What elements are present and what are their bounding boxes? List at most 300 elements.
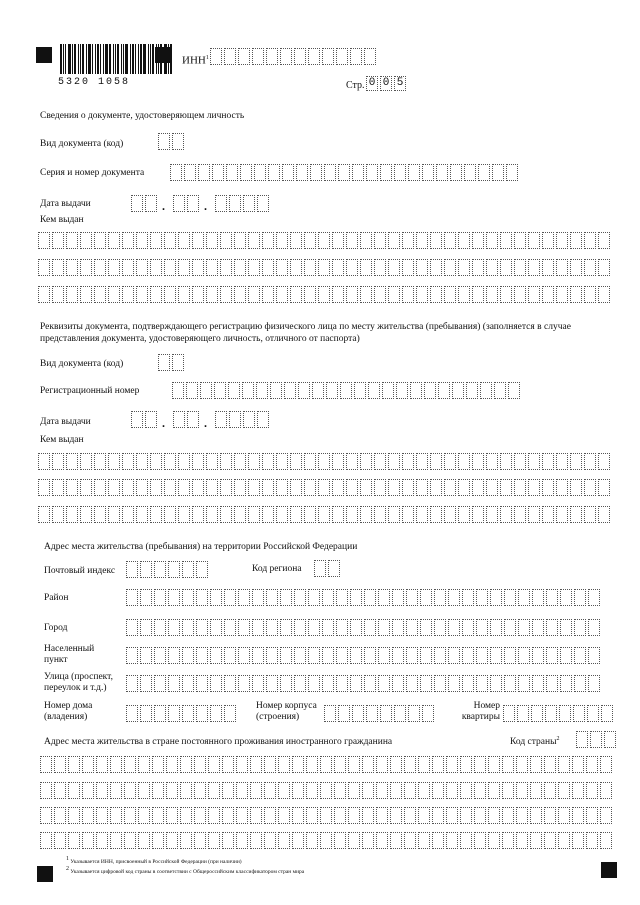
- input-cell[interactable]: [472, 453, 484, 470]
- input-cell[interactable]: [236, 782, 248, 799]
- input-cell[interactable]: [490, 675, 502, 692]
- input-cell[interactable]: [584, 453, 596, 470]
- input-cell[interactable]: [574, 619, 586, 636]
- input-cell[interactable]: [462, 647, 474, 664]
- input-cell[interactable]: [124, 807, 136, 824]
- registration-number-field[interactable]: [172, 382, 520, 399]
- input-cell[interactable]: [587, 705, 599, 722]
- input-cell[interactable]: [212, 164, 224, 181]
- input-cell[interactable]: [558, 832, 570, 849]
- input-cell[interactable]: [532, 589, 544, 606]
- input-cell[interactable]: [588, 589, 600, 606]
- input-cell[interactable]: [166, 782, 178, 799]
- input-cell[interactable]: [187, 195, 199, 212]
- input-cell[interactable]: [390, 832, 402, 849]
- input-cell[interactable]: [378, 647, 390, 664]
- input-cell[interactable]: [290, 479, 302, 496]
- input-cell[interactable]: [376, 782, 388, 799]
- registration-issue-year-field[interactable]: [215, 411, 269, 428]
- input-cell[interactable]: [122, 506, 134, 523]
- input-cell[interactable]: [276, 286, 288, 303]
- input-cell[interactable]: [136, 259, 148, 276]
- input-cell[interactable]: [374, 506, 386, 523]
- input-cell[interactable]: [54, 832, 66, 849]
- input-cell[interactable]: [220, 259, 232, 276]
- input-cell[interactable]: [570, 453, 582, 470]
- input-cell[interactable]: [210, 619, 222, 636]
- input-cell[interactable]: [68, 756, 80, 773]
- input-cell[interactable]: [257, 195, 269, 212]
- input-cell[interactable]: [542, 259, 554, 276]
- input-cell[interactable]: [80, 232, 92, 249]
- input-cell[interactable]: [362, 756, 374, 773]
- input-cell[interactable]: [296, 164, 308, 181]
- input-cell[interactable]: [556, 259, 568, 276]
- input-cell[interactable]: [402, 259, 414, 276]
- input-cell[interactable]: [240, 164, 252, 181]
- input-cell[interactable]: [224, 705, 236, 722]
- input-cell[interactable]: [408, 164, 420, 181]
- input-cell[interactable]: [322, 589, 334, 606]
- input-cell[interactable]: [166, 807, 178, 824]
- input-cell[interactable]: [376, 807, 388, 824]
- input-cell[interactable]: [366, 164, 378, 181]
- input-cell[interactable]: [196, 705, 208, 722]
- input-cell[interactable]: [136, 286, 148, 303]
- input-cell[interactable]: [206, 286, 218, 303]
- input-cell[interactable]: [348, 807, 360, 824]
- input-cell[interactable]: [490, 619, 502, 636]
- input-cell[interactable]: [294, 589, 306, 606]
- input-cell[interactable]: [406, 589, 418, 606]
- input-cell[interactable]: [224, 675, 236, 692]
- input-cell[interactable]: [248, 286, 260, 303]
- input-cell[interactable]: [416, 259, 428, 276]
- input-cell[interactable]: [94, 479, 106, 496]
- input-cell[interactable]: [122, 479, 134, 496]
- building-field[interactable]: [324, 705, 434, 722]
- input-cell[interactable]: [164, 506, 176, 523]
- input-cell[interactable]: [490, 589, 502, 606]
- input-cell[interactable]: [210, 48, 222, 65]
- identity-series-number-field[interactable]: [170, 164, 518, 181]
- input-cell[interactable]: [488, 782, 500, 799]
- input-cell[interactable]: [220, 479, 232, 496]
- input-cell[interactable]: [318, 259, 330, 276]
- input-cell[interactable]: [430, 453, 442, 470]
- input-cell[interactable]: [450, 164, 462, 181]
- input-cell[interactable]: [430, 232, 442, 249]
- input-cell[interactable]: [364, 647, 376, 664]
- input-cell[interactable]: [556, 286, 568, 303]
- input-cell[interactable]: [234, 506, 246, 523]
- input-cell[interactable]: [304, 259, 316, 276]
- input-cell[interactable]: [138, 832, 150, 849]
- input-cell[interactable]: [290, 453, 302, 470]
- input-cell[interactable]: [187, 411, 199, 428]
- input-cell[interactable]: [154, 619, 166, 636]
- input-cell[interactable]: [54, 782, 66, 799]
- input-cell[interactable]: [556, 479, 568, 496]
- input-cell[interactable]: [280, 619, 292, 636]
- input-cell[interactable]: [124, 756, 136, 773]
- identity-issued-by-row-3[interactable]: [38, 286, 610, 303]
- input-cell[interactable]: [228, 382, 240, 399]
- input-cell[interactable]: [192, 232, 204, 249]
- input-cell[interactable]: [238, 589, 250, 606]
- input-cell[interactable]: [243, 195, 255, 212]
- input-cell[interactable]: [80, 453, 92, 470]
- input-cell[interactable]: [350, 619, 362, 636]
- input-cell[interactable]: [516, 782, 528, 799]
- input-cell[interactable]: [444, 506, 456, 523]
- input-cell[interactable]: [556, 506, 568, 523]
- input-cell[interactable]: [334, 756, 346, 773]
- input-cell[interactable]: [164, 259, 176, 276]
- input-cell[interactable]: [346, 259, 358, 276]
- input-cell[interactable]: [220, 453, 232, 470]
- input-cell[interactable]: [404, 807, 416, 824]
- input-cell[interactable]: [446, 807, 458, 824]
- input-cell[interactable]: [264, 782, 276, 799]
- input-cell[interactable]: [350, 647, 362, 664]
- foreign-address-row-4[interactable]: [40, 832, 612, 849]
- input-cell[interactable]: [234, 453, 246, 470]
- input-cell[interactable]: [360, 506, 372, 523]
- input-cell[interactable]: [598, 286, 610, 303]
- input-cell[interactable]: [500, 232, 512, 249]
- input-cell[interactable]: [508, 382, 520, 399]
- input-cell[interactable]: [294, 647, 306, 664]
- input-cell[interactable]: [528, 479, 540, 496]
- input-cell[interactable]: [404, 832, 416, 849]
- input-cell[interactable]: [110, 756, 122, 773]
- input-cell[interactable]: [408, 705, 420, 722]
- input-cell[interactable]: [154, 561, 166, 578]
- input-cell[interactable]: [210, 647, 222, 664]
- input-cell[interactable]: [206, 453, 218, 470]
- input-cell[interactable]: [402, 453, 414, 470]
- input-cell[interactable]: [380, 705, 392, 722]
- input-cell[interactable]: [96, 807, 108, 824]
- input-cell[interactable]: [150, 453, 162, 470]
- input-cell[interactable]: [140, 561, 152, 578]
- input-cell[interactable]: [178, 232, 190, 249]
- input-cell[interactable]: [192, 506, 204, 523]
- input-cell[interactable]: [168, 561, 180, 578]
- input-cell[interactable]: [346, 506, 358, 523]
- input-cell[interactable]: [432, 782, 444, 799]
- input-cell[interactable]: [229, 195, 241, 212]
- input-cell[interactable]: [448, 619, 460, 636]
- input-cell[interactable]: [528, 506, 540, 523]
- input-cell[interactable]: [248, 453, 260, 470]
- input-cell[interactable]: [66, 259, 78, 276]
- input-cell[interactable]: [328, 560, 340, 577]
- input-cell[interactable]: [338, 164, 350, 181]
- input-cell[interactable]: [308, 675, 320, 692]
- input-cell[interactable]: [110, 782, 122, 799]
- input-cell[interactable]: [590, 731, 602, 748]
- input-cell[interactable]: [374, 232, 386, 249]
- input-cell[interactable]: [266, 589, 278, 606]
- input-cell[interactable]: [404, 782, 416, 799]
- input-cell[interactable]: [514, 232, 526, 249]
- input-cell[interactable]: [420, 589, 432, 606]
- input-cell[interactable]: [366, 705, 378, 722]
- input-cell[interactable]: [264, 807, 276, 824]
- input-cell[interactable]: [600, 782, 612, 799]
- input-cell[interactable]: [588, 619, 600, 636]
- input-cell[interactable]: [150, 259, 162, 276]
- input-cell[interactable]: [96, 756, 108, 773]
- input-cell[interactable]: [502, 807, 514, 824]
- input-cell[interactable]: [572, 832, 584, 849]
- input-cell[interactable]: [476, 619, 488, 636]
- input-cell[interactable]: [418, 832, 430, 849]
- input-cell[interactable]: [448, 589, 460, 606]
- registration-issued-by-row-1[interactable]: [38, 453, 610, 470]
- input-cell[interactable]: [140, 705, 152, 722]
- registration-issued-by-row-3[interactable]: [38, 506, 610, 523]
- input-cell[interactable]: [178, 506, 190, 523]
- input-cell[interactable]: [154, 589, 166, 606]
- input-cell[interactable]: [252, 647, 264, 664]
- input-cell[interactable]: [444, 453, 456, 470]
- input-cell[interactable]: [574, 675, 586, 692]
- input-cell[interactable]: [466, 382, 478, 399]
- input-cell[interactable]: [262, 506, 274, 523]
- input-cell[interactable]: [544, 782, 556, 799]
- input-cell[interactable]: [600, 756, 612, 773]
- input-cell[interactable]: [66, 506, 78, 523]
- input-cell[interactable]: [382, 382, 394, 399]
- foreign-address-row-1[interactable]: [40, 756, 612, 773]
- input-cell[interactable]: [318, 286, 330, 303]
- input-cell[interactable]: [40, 807, 52, 824]
- input-cell[interactable]: [504, 647, 516, 664]
- input-cell[interactable]: [131, 195, 143, 212]
- input-cell[interactable]: [410, 382, 422, 399]
- input-cell[interactable]: [458, 232, 470, 249]
- input-cell[interactable]: [362, 782, 374, 799]
- input-cell[interactable]: [224, 647, 236, 664]
- input-cell[interactable]: [278, 782, 290, 799]
- input-cell[interactable]: [210, 675, 222, 692]
- input-cell[interactable]: [598, 506, 610, 523]
- input-cell[interactable]: [420, 675, 432, 692]
- input-cell[interactable]: [168, 705, 180, 722]
- input-cell[interactable]: [416, 506, 428, 523]
- input-cell[interactable]: [54, 807, 66, 824]
- input-cell[interactable]: [326, 382, 338, 399]
- input-cell[interactable]: [304, 232, 316, 249]
- input-cell[interactable]: [600, 832, 612, 849]
- input-cell[interactable]: [248, 232, 260, 249]
- input-cell[interactable]: [182, 619, 194, 636]
- input-cell[interactable]: [376, 832, 388, 849]
- input-cell[interactable]: [402, 506, 414, 523]
- input-cell[interactable]: [531, 705, 543, 722]
- input-cell[interactable]: [320, 782, 332, 799]
- input-cell[interactable]: [196, 589, 208, 606]
- input-cell[interactable]: [573, 705, 585, 722]
- input-cell[interactable]: [210, 589, 222, 606]
- input-cell[interactable]: [158, 133, 170, 150]
- foreign-address-row-2[interactable]: [40, 782, 612, 799]
- input-cell[interactable]: [152, 832, 164, 849]
- input-cell[interactable]: [490, 647, 502, 664]
- input-cell[interactable]: [150, 232, 162, 249]
- input-cell[interactable]: [96, 782, 108, 799]
- input-cell[interactable]: [66, 286, 78, 303]
- input-cell[interactable]: [392, 589, 404, 606]
- input-cell[interactable]: [208, 756, 220, 773]
- input-cell[interactable]: [346, 232, 358, 249]
- input-cell[interactable]: [422, 705, 434, 722]
- input-cell[interactable]: [546, 647, 558, 664]
- input-cell[interactable]: [262, 232, 274, 249]
- input-cell[interactable]: [474, 807, 486, 824]
- input-cell[interactable]: [52, 479, 64, 496]
- input-cell[interactable]: [354, 382, 366, 399]
- input-cell[interactable]: [268, 164, 280, 181]
- input-cell[interactable]: [94, 286, 106, 303]
- input-cell[interactable]: [238, 619, 250, 636]
- input-cell[interactable]: [362, 807, 374, 824]
- input-cell[interactable]: [94, 506, 106, 523]
- input-cell[interactable]: [52, 286, 64, 303]
- input-cell[interactable]: [336, 675, 348, 692]
- input-cell[interactable]: [542, 479, 554, 496]
- input-cell[interactable]: [570, 286, 582, 303]
- input-cell[interactable]: [332, 453, 344, 470]
- input-cell[interactable]: [584, 479, 596, 496]
- input-cell[interactable]: [234, 479, 246, 496]
- input-cell[interactable]: [494, 382, 506, 399]
- input-cell[interactable]: [504, 619, 516, 636]
- input-cell[interactable]: [318, 232, 330, 249]
- input-cell[interactable]: [444, 479, 456, 496]
- postal-code-field[interactable]: [126, 561, 208, 578]
- input-cell[interactable]: [364, 48, 376, 65]
- input-cell[interactable]: [108, 506, 120, 523]
- input-cell[interactable]: [406, 647, 418, 664]
- input-cell[interactable]: [306, 782, 318, 799]
- input-cell[interactable]: [514, 506, 526, 523]
- registration-issue-day-field[interactable]: [131, 411, 157, 428]
- input-cell[interactable]: [532, 675, 544, 692]
- input-cell[interactable]: [194, 756, 206, 773]
- input-cell[interactable]: [276, 232, 288, 249]
- input-cell[interactable]: [182, 589, 194, 606]
- input-cell[interactable]: [80, 259, 92, 276]
- input-cell[interactable]: [180, 807, 192, 824]
- input-cell[interactable]: [126, 675, 138, 692]
- input-cell[interactable]: [108, 259, 120, 276]
- input-cell[interactable]: [38, 259, 50, 276]
- registration-issue-month-field[interactable]: [173, 411, 199, 428]
- input-cell[interactable]: [182, 705, 194, 722]
- input-cell[interactable]: [192, 453, 204, 470]
- input-cell[interactable]: [530, 756, 542, 773]
- input-cell[interactable]: [308, 619, 320, 636]
- city-field[interactable]: [126, 619, 600, 636]
- input-cell[interactable]: [80, 286, 92, 303]
- input-cell[interactable]: [584, 286, 596, 303]
- input-cell[interactable]: [336, 619, 348, 636]
- input-cell[interactable]: [336, 589, 348, 606]
- input-cell[interactable]: [280, 48, 292, 65]
- input-cell[interactable]: [126, 561, 138, 578]
- input-cell[interactable]: [574, 589, 586, 606]
- input-cell[interactable]: [250, 782, 262, 799]
- input-cell[interactable]: [518, 619, 530, 636]
- input-cell[interactable]: [472, 259, 484, 276]
- input-cell[interactable]: [320, 756, 332, 773]
- input-cell[interactable]: [486, 286, 498, 303]
- input-cell[interactable]: [52, 453, 64, 470]
- input-cell[interactable]: [584, 506, 596, 523]
- input-cell[interactable]: [360, 453, 372, 470]
- input-cell[interactable]: [544, 832, 556, 849]
- input-cell[interactable]: [504, 675, 516, 692]
- input-cell[interactable]: [224, 48, 236, 65]
- input-cell[interactable]: [38, 506, 50, 523]
- input-cell[interactable]: [192, 286, 204, 303]
- input-cell[interactable]: [452, 382, 464, 399]
- input-cell[interactable]: [178, 479, 190, 496]
- input-cell[interactable]: [172, 382, 184, 399]
- input-cell[interactable]: [348, 782, 360, 799]
- input-cell[interactable]: [208, 832, 220, 849]
- input-cell[interactable]: [306, 807, 318, 824]
- input-cell[interactable]: [178, 453, 190, 470]
- input-cell[interactable]: [446, 832, 458, 849]
- input-cell[interactable]: [350, 589, 362, 606]
- input-cell[interactable]: [390, 782, 402, 799]
- input-cell[interactable]: [290, 286, 302, 303]
- input-cell[interactable]: [210, 705, 222, 722]
- input-cell[interactable]: [416, 453, 428, 470]
- input-cell[interactable]: [234, 232, 246, 249]
- input-cell[interactable]: [390, 807, 402, 824]
- input-cell[interactable]: [266, 48, 278, 65]
- input-cell[interactable]: [168, 647, 180, 664]
- inn-field[interactable]: [210, 48, 376, 65]
- input-cell[interactable]: [514, 286, 526, 303]
- input-cell[interactable]: [250, 756, 262, 773]
- input-cell[interactable]: [532, 647, 544, 664]
- input-cell[interactable]: [278, 807, 290, 824]
- input-cell[interactable]: [336, 48, 348, 65]
- input-cell[interactable]: [460, 756, 472, 773]
- input-cell[interactable]: [392, 675, 404, 692]
- input-cell[interactable]: [164, 479, 176, 496]
- input-cell[interactable]: [150, 506, 162, 523]
- input-cell[interactable]: [324, 705, 336, 722]
- input-cell[interactable]: [122, 453, 134, 470]
- input-cell[interactable]: [52, 232, 64, 249]
- input-cell[interactable]: [294, 619, 306, 636]
- input-cell[interactable]: [500, 286, 512, 303]
- input-cell[interactable]: [173, 195, 185, 212]
- input-cell[interactable]: [336, 647, 348, 664]
- input-cell[interactable]: [506, 164, 518, 181]
- input-cell[interactable]: [154, 705, 166, 722]
- input-cell[interactable]: [252, 589, 264, 606]
- input-cell[interactable]: [586, 832, 598, 849]
